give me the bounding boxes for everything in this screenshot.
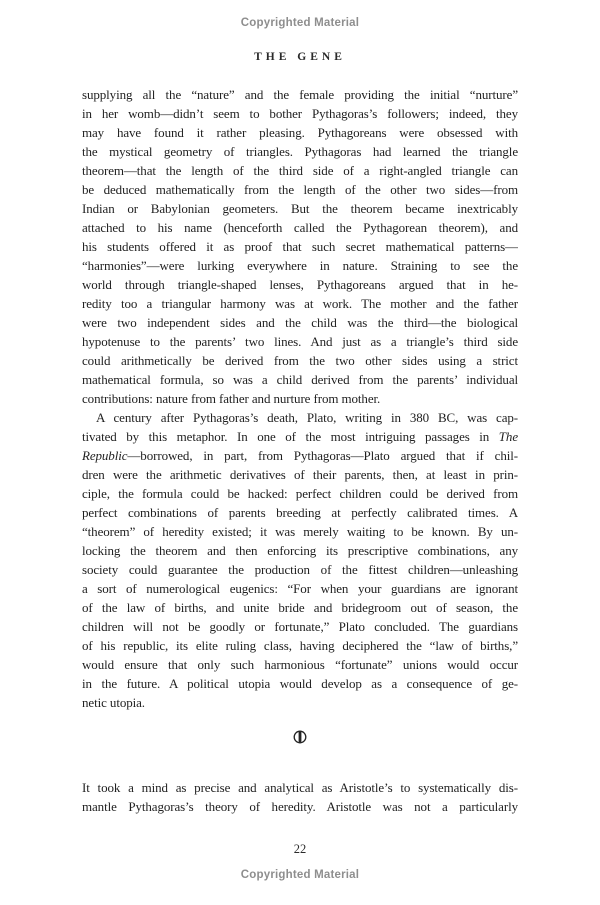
text-line xyxy=(82,541,518,560)
text-segment: A century after Pythagoras’s death, Plato, writing in 380 BC, was cap- xyxy=(96,410,518,425)
text-segment: contributions: nature from father and nurture from mother. xyxy=(82,391,381,406)
text-segment: his students offered it as proof that such secret mathematical patterns— xyxy=(82,239,518,254)
text-line xyxy=(82,674,518,693)
text-line xyxy=(82,294,518,313)
text-segment: may have found it rather pleasing. Pythagoreans were obsessed with xyxy=(82,125,518,140)
text-segment: theorem—that the length of the third side of a right-angled triangle can xyxy=(82,163,518,178)
copyright-notice-bottom: Copyrighted Material xyxy=(240,869,360,881)
text-segment: children will not be goodly or fortunate,” Plato concluded. The guardians xyxy=(82,619,518,634)
text-line xyxy=(82,579,518,598)
text-segment: in the future. A political utopia would develop as a consequence of ge- xyxy=(82,676,518,691)
text-line xyxy=(82,161,518,180)
text-line xyxy=(82,617,518,636)
text-line xyxy=(82,104,518,123)
text-segment: locking the theorem and then enforcing its prescriptive combinations, any xyxy=(82,543,518,558)
text-line xyxy=(82,370,518,389)
italic-text-segment: Republic xyxy=(82,448,128,463)
text-segment: tivated by this metaphor. In one of the most intriguing passages in xyxy=(82,429,499,444)
text-line xyxy=(82,123,518,142)
paragraph xyxy=(82,778,518,816)
text-line xyxy=(82,778,518,797)
text-segment: could arithmetically be derived from the two other sides using a strict xyxy=(82,353,518,368)
text-segment: were two independent sides and the child was the third—the biological xyxy=(82,315,518,330)
after-divider-text-block xyxy=(82,778,518,816)
text-line xyxy=(82,351,518,370)
text-segment: attached to his name (henceforth called the Pythagorean theorem), and xyxy=(82,220,518,235)
text-segment: “harmonies”—were lurking everywhere in nature. Straining to see the xyxy=(82,258,518,273)
text-line xyxy=(82,636,518,655)
section-divider xyxy=(0,730,600,744)
copyright-notice-top: Copyrighted Material xyxy=(240,17,360,29)
circled-vertical-bar-icon xyxy=(293,730,307,744)
text-segment: in her womb—didn’t seem to bother Pythagoras’s followers; indeed, they xyxy=(82,106,518,121)
text-segment: hypotenuse to the parents’ two lines. And just as a triangle’s third side xyxy=(82,334,518,349)
text-line xyxy=(82,199,518,218)
running-head-book-title: THE GENE xyxy=(254,51,346,63)
text-line xyxy=(82,797,518,816)
text-line xyxy=(82,655,518,674)
text-segment: a sort of numerological eugenics: “For when your guardians are ignorant xyxy=(82,581,518,596)
italic-text-segment: The xyxy=(498,429,518,444)
text-line xyxy=(82,560,518,579)
text-line xyxy=(82,313,518,332)
text-line xyxy=(82,332,518,351)
text-segment: It took a mind as precise and analytical as Aristotle’s to systematically dis- xyxy=(82,780,518,795)
text-line xyxy=(82,693,518,712)
text-line xyxy=(82,503,518,522)
body-text-block xyxy=(82,85,518,712)
text-segment: would ensure that only such harmonious “fortunate” unions would occur xyxy=(82,657,518,672)
text-segment: of his republic, its elite ruling class, having deciphered the “law of births,” xyxy=(82,638,518,653)
text-line xyxy=(82,218,518,237)
text-segment: redity too a triangular harmony was at work. The mother and the father xyxy=(82,296,518,311)
text-segment: of the law of births, and unite bride and bridegroom out of season, the xyxy=(82,600,518,615)
text-line xyxy=(82,142,518,161)
text-line xyxy=(82,446,518,465)
text-segment: supplying all the “nature” and the female providing the initial “nurture” xyxy=(82,87,518,102)
text-segment: mantle Pythagoras’s theory of heredity. Aristotle was not a particularly xyxy=(82,799,518,814)
text-segment: —borrowed, in part, from Pythagoras—Plato argued that if chil- xyxy=(127,448,518,463)
text-segment: Indian or Babylonian geometers. But the theorem became inextricably xyxy=(82,201,518,216)
text-line xyxy=(82,180,518,199)
paragraph xyxy=(82,85,518,408)
text-segment: be deduced mathematically from the length of the other two sides—from xyxy=(82,182,518,197)
text-line xyxy=(82,598,518,617)
text-line xyxy=(82,465,518,484)
text-line xyxy=(82,237,518,256)
text-segment: world through triangle-shaped lenses, Pythagoreans argued that in he- xyxy=(82,277,518,292)
text-line xyxy=(82,389,518,408)
page-number: 22 xyxy=(293,842,307,856)
text-segment: society could guarantee the production of the fittest children—unleashing xyxy=(82,562,518,577)
text-segment: the mystical geometry of triangles. Pythagoras had learned the triangle xyxy=(82,144,518,159)
paragraph xyxy=(82,408,518,712)
text-segment: dren were the arithmetic derivatives of their parents, then, at least in prin- xyxy=(82,467,518,482)
text-segment: perfect combinations of parents breeding at perfectly calibrated times. A xyxy=(82,505,518,520)
text-line xyxy=(82,408,518,427)
text-line xyxy=(82,522,518,541)
text-segment: ciple, the formula could be hacked: perfect children could be derived from xyxy=(82,486,518,501)
text-line xyxy=(82,427,518,446)
text-line xyxy=(82,484,518,503)
text-segment: “theorem” of heredity existed; it was merely waiting to be known. By un- xyxy=(82,524,518,539)
text-line xyxy=(82,85,518,104)
text-segment: netic utopia. xyxy=(82,695,145,710)
text-segment: mathematical formula, so was a child derived from the parents’ individual xyxy=(82,372,518,387)
text-line xyxy=(82,256,518,275)
text-line xyxy=(82,275,518,294)
